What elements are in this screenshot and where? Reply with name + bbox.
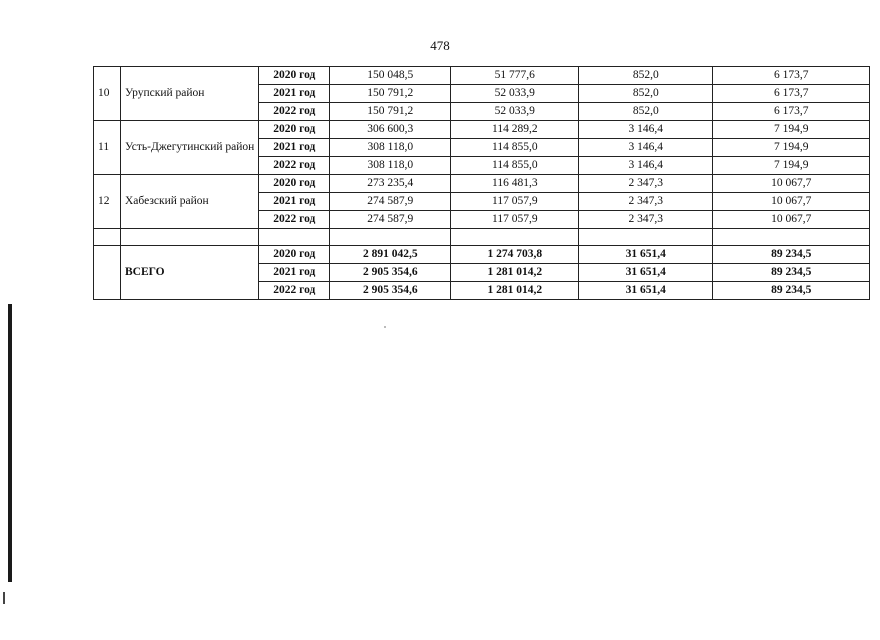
value-cell: 2 347,3 — [579, 175, 713, 193]
value-cell: 7 194,9 — [713, 157, 870, 175]
total-value-cell: 1 274 703,8 — [451, 246, 579, 264]
total-row — [94, 246, 870, 264]
value-cell: 6 173,7 — [713, 85, 870, 103]
empty-row — [94, 229, 870, 246]
value-cell: 852,0 — [579, 67, 713, 85]
value-cell: 2 347,3 — [579, 211, 713, 229]
value-cell: 7 194,9 — [713, 121, 870, 139]
value-cell: 114 855,0 — [451, 139, 579, 157]
table-body — [94, 67, 870, 300]
value-cell: 7 194,9 — [713, 139, 870, 157]
table-row — [94, 175, 870, 193]
empty-cell — [259, 229, 330, 246]
value-cell: 308 118,0 — [330, 157, 451, 175]
value-cell: 114 855,0 — [451, 157, 579, 175]
row-number: 11 — [94, 121, 121, 175]
total-value-cell: 1 281 014,2 — [451, 282, 579, 300]
value-cell: 117 057,9 — [451, 193, 579, 211]
year-cell: 2021 год — [259, 139, 330, 157]
value-cell: 117 057,9 — [451, 211, 579, 229]
value-cell: 273 235,4 — [330, 175, 451, 193]
table-row — [94, 121, 870, 139]
empty-cell — [94, 246, 121, 300]
value-cell: 114 289,2 — [451, 121, 579, 139]
district-name: Усть-Джегутинский район — [121, 121, 259, 175]
year-cell: 2022 год — [259, 103, 330, 121]
year-cell: 2021 год — [259, 264, 330, 282]
total-value-cell: 31 651,4 — [579, 282, 713, 300]
year-cell: 2020 год — [259, 246, 330, 264]
value-cell: 3 146,4 — [579, 139, 713, 157]
budget-table — [93, 66, 870, 300]
value-cell: 3 146,4 — [579, 121, 713, 139]
value-cell: 306 600,3 — [330, 121, 451, 139]
district-name: Хабезский район — [121, 175, 259, 229]
table-row — [94, 67, 870, 85]
value-cell: 52 033,9 — [451, 103, 579, 121]
total-label: ВСЕГО — [121, 246, 259, 300]
total-value-cell: 2 905 354,6 — [330, 264, 451, 282]
empty-cell — [713, 229, 870, 246]
year-cell: 2020 год — [259, 121, 330, 139]
total-value-cell: 89 234,5 — [713, 264, 870, 282]
value-cell: 274 587,9 — [330, 211, 451, 229]
empty-cell — [579, 229, 713, 246]
value-cell: 308 118,0 — [330, 139, 451, 157]
year-cell: 2022 год — [259, 211, 330, 229]
year-cell: 2021 год — [259, 193, 330, 211]
value-cell: 2 347,3 — [579, 193, 713, 211]
total-value-cell: 89 234,5 — [713, 246, 870, 264]
total-value-cell: 2 891 042,5 — [330, 246, 451, 264]
value-cell: 116 481,3 — [451, 175, 579, 193]
value-cell: 10 067,7 — [713, 211, 870, 229]
year-cell: 2022 год — [259, 157, 330, 175]
value-cell: 852,0 — [579, 103, 713, 121]
row-number: 12 — [94, 175, 121, 229]
scan-edge-mark — [8, 304, 12, 582]
value-cell: 51 777,6 — [451, 67, 579, 85]
empty-cell — [451, 229, 579, 246]
value-cell: 6 173,7 — [713, 103, 870, 121]
value-cell: 150 048,5 — [330, 67, 451, 85]
total-value-cell: 31 651,4 — [579, 246, 713, 264]
value-cell: 52 033,9 — [451, 85, 579, 103]
total-value-cell: 1 281 014,2 — [451, 264, 579, 282]
value-cell: 10 067,7 — [713, 193, 870, 211]
value-cell: 6 173,7 — [713, 67, 870, 85]
empty-cell — [121, 229, 259, 246]
district-name: Урупский район — [121, 67, 259, 121]
value-cell: 3 146,4 — [579, 157, 713, 175]
empty-cell — [94, 229, 121, 246]
value-cell: 150 791,2 — [330, 85, 451, 103]
page-number: 478 — [430, 38, 450, 53]
total-value-cell: 89 234,5 — [713, 282, 870, 300]
total-value-cell: 31 651,4 — [579, 264, 713, 282]
year-cell: 2021 год — [259, 85, 330, 103]
scan-speck — [384, 326, 386, 328]
year-cell: 2022 год — [259, 282, 330, 300]
scan-edge-tick — [3, 592, 5, 604]
year-cell: 2020 год — [259, 67, 330, 85]
year-cell: 2020 год — [259, 175, 330, 193]
value-cell: 10 067,7 — [713, 175, 870, 193]
value-cell: 150 791,2 — [330, 103, 451, 121]
value-cell: 852,0 — [579, 85, 713, 103]
row-number: 10 — [94, 67, 121, 121]
value-cell: 274 587,9 — [330, 193, 451, 211]
total-value-cell: 2 905 354,6 — [330, 282, 451, 300]
empty-cell — [330, 229, 451, 246]
